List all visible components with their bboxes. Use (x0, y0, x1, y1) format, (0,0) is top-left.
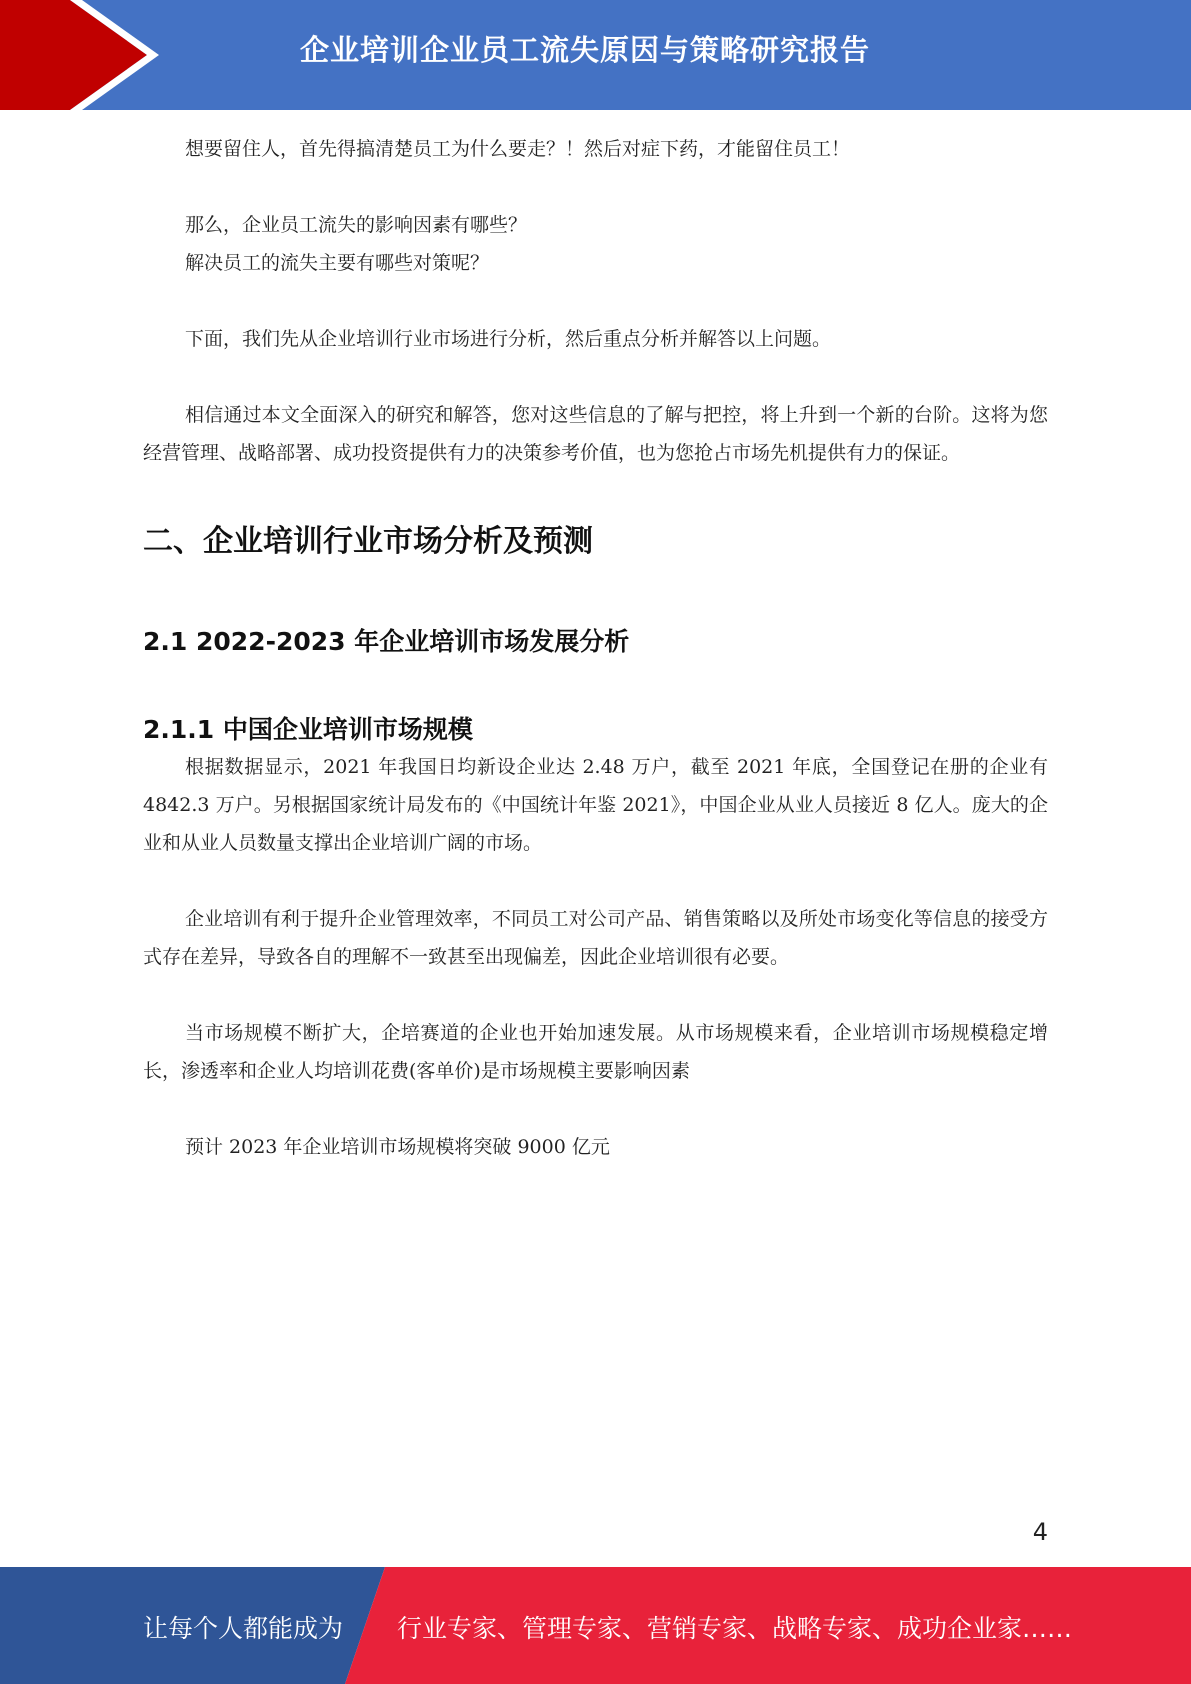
intro-paragraph-4: 相信通过本文全面深入的研究和解答，您对这些信息的了解与把控，将上升到一个新的台阶。这将为您经营管理、战略部署、成功投资提供有力的决策参考价值，也为您抢占市场先机提供有力的保证。 (143, 404, 1048, 464)
market-paragraph-3: 当市场规模不断扩大，企培赛道的企业也开始加速发展。从市场规模来看，企业培训市场规模稳定增长，渗透率和企业人均培训花费(客单价)是市场规模主要影响因素 (143, 1022, 1048, 1082)
page-header (0, 0, 1191, 110)
intro-question-2: 解决员工的流失主要有哪些对策呢？ (185, 252, 490, 274)
header-title: 企业培训企业员工流失原因与策略研究报告 (300, 33, 871, 67)
page-number: 4 (1032, 1518, 1048, 1546)
section-2-1-heading: 2.1 2022-2023 年企业培训市场发展分析 (143, 627, 630, 656)
market-paragraph-4: 预计 2023 年企业培训市场规模将突破 9000 亿元 (185, 1136, 610, 1158)
intro-paragraph-1: 想要留住人，首先得搞清楚员工为什么要走？！然后对症下药，才能留住员工！ (185, 138, 851, 160)
page-footer (0, 1567, 1191, 1684)
footer-slogan-right: 行业专家、管理专家、营销专家、战略专家、成功企业家…… (397, 1614, 1073, 1643)
section-2-heading: 二、企业培训行业市场分析及预测 (143, 524, 593, 559)
footer-slogan-left: 让每个人都能成为 (143, 1614, 344, 1643)
section-2-1-1-heading: 2.1.1 中国企业培训市场规模 (143, 715, 473, 744)
market-paragraph-1: 根据数据显示，2021 年我国日均新设企业达 2.48 万户，截至 2021 年底，全国登记在册的企业有 4842.3 万户。另根据国家统计局发布的《中国统计年鉴 2021》，中国企业从业人员接近 8 亿人。庞大的企业和从业人员数量支撑出企业培训广阔的市场。 (143, 756, 1048, 854)
intro-question-1: 那么，企业员工流失的影响因素有哪些？ (185, 214, 528, 236)
market-paragraph-2: 企业培训有利于提升企业管理效率，不同员工对公司产品、销售策略以及所处市场变化等信息的接受方式存在差异，导致各自的理解不一致甚至出现偏差，因此企业培训很有必要。 (143, 908, 1048, 968)
intro-paragraph-3: 下面，我们先从企业培训行业市场进行分析，然后重点分析并解答以上问题。 (185, 328, 832, 350)
page-content (143, 130, 1048, 1204)
